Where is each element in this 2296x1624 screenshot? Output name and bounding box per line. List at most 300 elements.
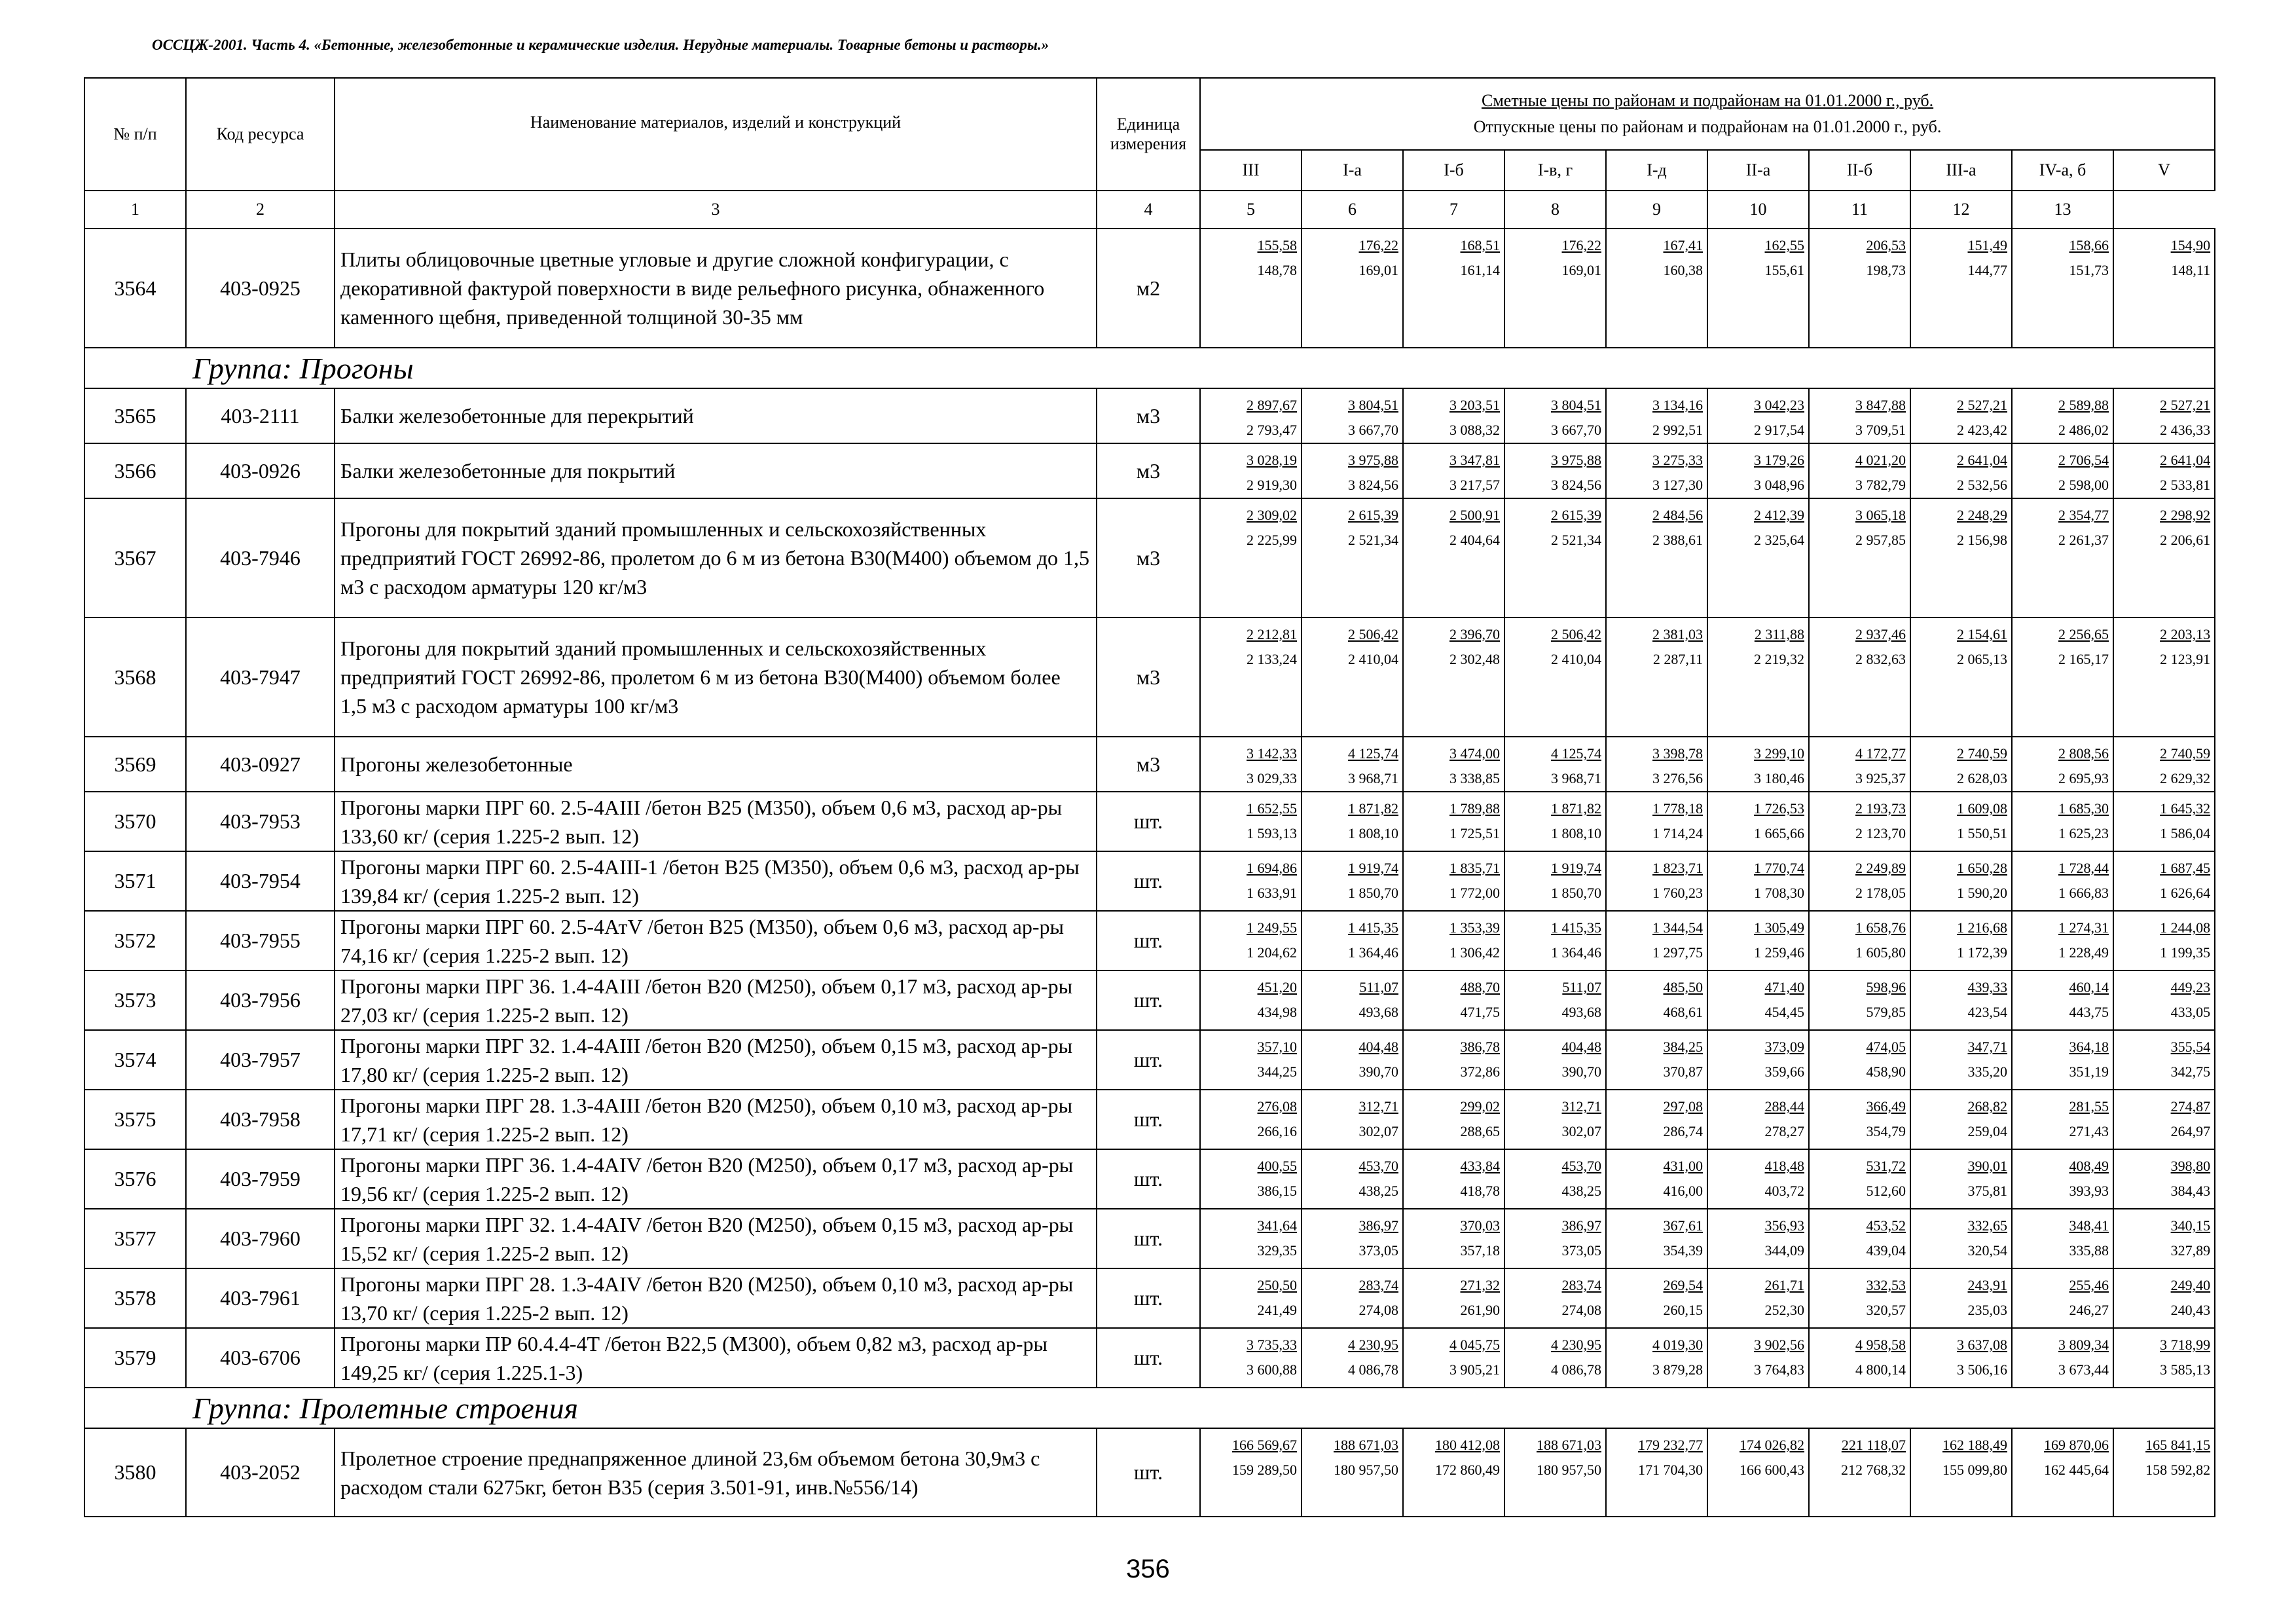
release-price: 344,25 <box>1257 1063 1297 1080</box>
release-price: 161,14 <box>1460 262 1500 278</box>
price-cell <box>1302 1268 1403 1328</box>
price-cell <box>1809 1030 1910 1090</box>
region-header: V <box>2113 150 2215 191</box>
estimate-price: 2 412,39 <box>1754 507 1804 523</box>
release-price: 171 704,30 <box>1638 1462 1703 1478</box>
item-name: Прогоны марки ПРГ 32. 1.4-4АIV /бетон В20 (М250), объем 0,15 м3, расход ар-ры 15,52 кг/ (серия 1.225-2 вып. 12) <box>335 1209 1097 1268</box>
resource-code: 403-2052 <box>186 1428 335 1517</box>
price-cell <box>1403 970 1504 1030</box>
estimate-price: 151,49 <box>1967 237 2007 253</box>
release-price: 2 832,63 <box>1855 651 1906 667</box>
price-cell <box>1606 851 1707 911</box>
row-number: 3577 <box>84 1209 186 1268</box>
estimate-price: 288,44 <box>1764 1098 1804 1115</box>
estimate-price: 1 415,35 <box>1348 919 1398 936</box>
estimate-price: 2 615,39 <box>1348 507 1398 523</box>
price-cell <box>1707 792 1809 851</box>
price-cell <box>1403 1209 1504 1268</box>
release-price: 1 590,20 <box>1957 885 2007 901</box>
release-price: 2 598,00 <box>2058 477 2109 493</box>
resource-code: 403-7955 <box>186 911 335 970</box>
resource-code: 403-7957 <box>186 1030 335 1090</box>
estimate-price: 283,74 <box>1561 1277 1601 1293</box>
column-number: 9 <box>1606 191 1707 229</box>
estimate-price: 4 125,74 <box>1551 745 1601 762</box>
page-number: 356 <box>1126 1555 1170 1583</box>
row-number: 3564 <box>84 229 186 348</box>
price-cell <box>1200 443 1302 498</box>
release-price: 3 879,28 <box>1652 1361 1703 1378</box>
table-row <box>84 443 2215 498</box>
price-cell <box>2113 1268 2215 1328</box>
release-price: 443,75 <box>2069 1004 2109 1020</box>
estimate-price: 471,40 <box>1764 979 1804 995</box>
release-price: 2 165,17 <box>2058 651 2109 667</box>
estimate-price: 4 230,95 <box>1348 1337 1398 1353</box>
item-name: Балки железобетонные для перекрытий <box>335 388 1097 443</box>
estimate-price: 3 735,33 <box>1247 1337 1297 1353</box>
price-cell <box>1606 618 1707 737</box>
release-price: 4 086,78 <box>1551 1361 1601 1378</box>
region-header: I-а <box>1302 150 1403 191</box>
release-price: 160,38 <box>1663 262 1703 278</box>
item-name: Прогоны железобетонные <box>335 737 1097 792</box>
release-price: 3 600,88 <box>1247 1361 1297 1378</box>
release-price: 271,43 <box>2069 1123 2109 1139</box>
estimate-price: 2 641,04 <box>2160 452 2211 468</box>
release-price: 3 217,57 <box>1449 477 1500 493</box>
estimate-price: 4 045,75 <box>1449 1337 1500 1353</box>
release-price: 390,70 <box>1561 1063 1601 1080</box>
column-number: 5 <box>1200 191 1302 229</box>
release-price: 172 860,49 <box>1435 1462 1500 1478</box>
release-price: 286,74 <box>1663 1123 1703 1139</box>
estimate-price: 243,91 <box>1967 1277 2007 1293</box>
group-row <box>84 1388 2215 1428</box>
price-cell <box>2113 1209 2215 1268</box>
price-cell <box>1910 1090 2012 1149</box>
price-cell <box>2113 498 2215 618</box>
release-price: 3 667,70 <box>1348 422 1398 438</box>
estimate-price: 1 694,86 <box>1247 860 1297 876</box>
release-price: 3 048,96 <box>1754 477 1804 493</box>
item-name: Прогоны для покрытий зданий промышленных и сельскохозяйственных предприятий ГОСТ 26992-86, пролетом до 6 м из бетона В30(М400) объемом до 1,5 м3 с расходом арматуры 120 кг/м3 <box>335 498 1097 618</box>
estimate-price: 179 232,77 <box>1638 1437 1703 1453</box>
release-price: 2 917,54 <box>1754 422 1804 438</box>
price-cell <box>1809 1209 1910 1268</box>
release-price: 2 521,34 <box>1551 532 1601 548</box>
estimate-price: 180 412,08 <box>1435 1437 1500 1453</box>
estimate-price: 404,48 <box>1561 1039 1601 1055</box>
release-price: 148,78 <box>1257 262 1297 278</box>
release-price: 241,49 <box>1257 1302 1297 1318</box>
price-cell <box>1504 911 1606 970</box>
price-cell <box>1504 792 1606 851</box>
estimate-price: 2 256,65 <box>2058 626 2109 642</box>
price-cell <box>2113 1149 2215 1209</box>
resource-code: 403-7958 <box>186 1090 335 1149</box>
price-cell <box>1403 1030 1504 1090</box>
release-price: 240,43 <box>2170 1302 2211 1318</box>
release-price: 320,54 <box>1967 1242 2007 1259</box>
region-header: II-б <box>1809 150 1910 191</box>
price-cell <box>1707 229 1809 348</box>
estimate-price: 155,58 <box>1257 237 1297 253</box>
column-number-row <box>84 191 2215 229</box>
price-cell <box>1200 388 1302 443</box>
item-name: Прогоны марки ПРГ 36. 1.4-4АIII /бетон В20 (М250), объем 0,17 м3, расход ар-ры 27,03 кг/ (серия 1.225-2 вып. 12) <box>335 970 1097 1030</box>
price-cell <box>2113 911 2215 970</box>
estimate-price: 261,71 <box>1764 1277 1804 1293</box>
price-cell <box>1504 1268 1606 1328</box>
estimate-price: 386,78 <box>1460 1039 1500 1055</box>
release-price: 357,18 <box>1460 1242 1500 1259</box>
release-price: 354,39 <box>1663 1242 1703 1259</box>
price-cell <box>2113 1428 2215 1517</box>
price-cell <box>1302 851 1403 911</box>
price-cell <box>1200 911 1302 970</box>
release-price: 4 800,14 <box>1855 1361 1906 1378</box>
estimate-price: 449,23 <box>2170 979 2211 995</box>
price-cell <box>2012 618 2113 737</box>
price-cell <box>2113 229 2215 348</box>
release-price: 3 276,56 <box>1652 770 1703 786</box>
price-cell <box>1302 1328 1403 1388</box>
price-cell <box>1707 1428 1809 1517</box>
item-name: Прогоны марки ПРГ 60. 2.5-4АIII-1 /бетон В25 (М350), объем 0,6 м3, расход ар-ры 139,84 кг/ (серия 1.225-2 вып. 12) <box>335 851 1097 911</box>
estimate-price: 433,84 <box>1460 1158 1500 1174</box>
price-cell <box>1910 1030 2012 1090</box>
release-price: 2 793,47 <box>1247 422 1297 438</box>
resource-code: 403-7961 <box>186 1268 335 1328</box>
resource-code: 403-2111 <box>186 388 335 443</box>
table-row <box>84 1149 2215 1209</box>
price-cell <box>1606 1328 1707 1388</box>
price-cell <box>1606 1268 1707 1328</box>
row-number: 3576 <box>84 1149 186 1209</box>
unit: шт. <box>1097 911 1200 970</box>
release-price: 2 261,37 <box>2058 532 2109 548</box>
estimate-price: 408,49 <box>2069 1158 2109 1174</box>
estimate-price: 3 474,00 <box>1449 745 1500 762</box>
release-price: 493,68 <box>1358 1004 1398 1020</box>
estimate-price: 283,74 <box>1358 1277 1398 1293</box>
release-price: 1 199,35 <box>2160 944 2211 961</box>
row-number: 3565 <box>84 388 186 443</box>
estimate-price: 299,02 <box>1460 1098 1500 1115</box>
price-cell <box>1504 1328 1606 1388</box>
release-price: 148,11 <box>2171 262 2211 278</box>
estimate-price: 3 398,78 <box>1652 745 1703 762</box>
estimate-price: 3 203,51 <box>1449 397 1500 413</box>
release-price: 2 919,30 <box>1247 477 1297 493</box>
release-price: 3 673,44 <box>2058 1361 2109 1378</box>
price-cell <box>1606 1209 1707 1268</box>
price-cell <box>1302 388 1403 443</box>
release-price: 3 338,85 <box>1449 770 1500 786</box>
price-cell <box>2012 970 2113 1030</box>
region-header: III-а <box>1910 150 2012 191</box>
estimate-price: 165 841,15 <box>2145 1437 2211 1453</box>
table-row <box>84 911 2215 970</box>
release-price: 2 410,04 <box>1551 651 1601 667</box>
estimate-price: 297,08 <box>1663 1098 1703 1115</box>
price-cell <box>1403 1268 1504 1328</box>
price-table-container <box>84 77 2211 1517</box>
price-cell <box>1809 792 1910 851</box>
price-cell <box>1302 737 1403 792</box>
estimate-price: 168,51 <box>1460 237 1500 253</box>
release-price: 418,78 <box>1460 1183 1500 1199</box>
estimate-price: 2 381,03 <box>1652 626 1703 642</box>
release-price: 2 388,61 <box>1652 532 1703 548</box>
estimate-price: 1 770,74 <box>1754 860 1804 876</box>
price-cell <box>1910 1209 2012 1268</box>
price-cell <box>1403 1149 1504 1209</box>
release-price: 235,03 <box>1967 1302 2007 1318</box>
estimate-price: 370,03 <box>1460 1217 1500 1234</box>
release-price: 2 957,85 <box>1855 532 1906 548</box>
price-cell <box>1910 851 2012 911</box>
price-cell <box>1910 443 2012 498</box>
release-price: 335,88 <box>2069 1242 2109 1259</box>
release-price: 2 533,81 <box>2160 477 2211 493</box>
price-cell <box>1606 388 1707 443</box>
release-price: 261,90 <box>1460 1302 1500 1318</box>
column-number: 13 <box>2012 191 2113 229</box>
estimate-price: 2 248,29 <box>1957 507 2007 523</box>
estimate-price: 341,64 <box>1257 1217 1297 1234</box>
release-price: 212 768,32 <box>1841 1462 1906 1478</box>
price-cell <box>2012 1428 2113 1517</box>
release-price: 1 593,13 <box>1247 825 1297 841</box>
price-cell <box>1809 737 1910 792</box>
release-price: 320,57 <box>1866 1302 1906 1318</box>
estimate-price: 4 125,74 <box>1348 745 1398 762</box>
estimate-price: 364,18 <box>2069 1039 2109 1055</box>
unit: м3 <box>1097 618 1200 737</box>
price-cell <box>1302 1428 1403 1517</box>
estimate-price: 2 897,67 <box>1247 397 1297 413</box>
release-price: 493,68 <box>1561 1004 1601 1020</box>
release-price: 1 808,10 <box>1348 825 1398 841</box>
release-price: 2 695,93 <box>2058 770 2109 786</box>
release-price: 169,01 <box>1358 262 1398 278</box>
release-price: 393,93 <box>2069 1183 2109 1199</box>
price-cell <box>1200 618 1302 737</box>
estimate-price: 1 645,32 <box>2160 800 2211 817</box>
estimate-price: 1 823,71 <box>1652 860 1703 876</box>
price-cell <box>1707 851 1809 911</box>
release-price: 264,97 <box>2170 1123 2211 1139</box>
release-price: 327,89 <box>2170 1242 2211 1259</box>
price-cell <box>1707 737 1809 792</box>
release-price: 579,85 <box>1866 1004 1906 1020</box>
price-cell <box>1910 1428 2012 1517</box>
estimate-price: 531,72 <box>1866 1158 1906 1174</box>
estimate-price: 2 527,21 <box>2160 397 2211 413</box>
release-price: 329,35 <box>1257 1242 1297 1259</box>
price-cell <box>1504 1030 1606 1090</box>
release-price: 335,20 <box>1967 1063 2007 1080</box>
price-cell <box>1707 388 1809 443</box>
price-cell <box>2012 229 2113 348</box>
price-cell <box>1606 229 1707 348</box>
table-body <box>84 229 2215 1517</box>
estimate-price: 386,97 <box>1358 1217 1398 1234</box>
price-cell <box>2012 1030 2113 1090</box>
price-cell <box>2012 1268 2113 1328</box>
price-cell <box>1606 1030 1707 1090</box>
release-price: 373,05 <box>1358 1242 1398 1259</box>
release-price: 155 099,80 <box>1942 1462 2007 1478</box>
release-price: 434,98 <box>1257 1004 1297 1020</box>
price-cell <box>1403 1328 1504 1388</box>
release-price: 2 219,32 <box>1754 651 1804 667</box>
price-cell <box>1403 229 1504 348</box>
estimate-price: 1 216,68 <box>1957 919 2007 936</box>
col-header-unit: Единица измерения <box>1097 78 1200 191</box>
release-price: 351,19 <box>2069 1063 2109 1080</box>
unit: м3 <box>1097 388 1200 443</box>
item-name: Плиты облицовочные цветные угловые и другие сложной конфигурации, с декоративной фактурой поверхности в виде рельефного рисунка, обнаженного каменного щебня, приведенной толщиной 30-35 мм <box>335 229 1097 348</box>
price-cell <box>1403 618 1504 737</box>
estimate-price: 3 065,18 <box>1855 507 1906 523</box>
estimate-price: 1 658,76 <box>1855 919 1906 936</box>
column-number: 3 <box>335 191 1097 229</box>
estimate-price: 1 871,82 <box>1348 800 1398 817</box>
release-price: 3 764,83 <box>1754 1361 1804 1378</box>
estimate-price: 1 871,82 <box>1551 800 1601 817</box>
estimate-price: 1 685,30 <box>2058 800 2109 817</box>
estimate-price: 4 019,30 <box>1652 1337 1703 1353</box>
table-row <box>84 229 2215 348</box>
prices-estimate-caption: Сметные цены по районам и подрайонам на 01.01.2000 г., руб. <box>1481 91 1934 110</box>
estimate-price: 2 641,04 <box>1957 452 2007 468</box>
estimate-price: 488,70 <box>1460 979 1500 995</box>
estimate-price: 176,22 <box>1561 237 1601 253</box>
item-name: Прогоны марки ПРГ 32. 1.4-4АIII /бетон В20 (М250), объем 0,15 м3, расход ар-ры 17,80 кг/ (серия 1.225-2 вып. 12) <box>335 1030 1097 1090</box>
estimate-price: 511,07 <box>1562 979 1601 995</box>
document-header: ОССЦЖ-2001. Часть 4. «Бетонные, железобетонные и керамические изделия. Нерудные материалы. Товарные бетоны и растворы.» <box>152 37 1049 53</box>
release-price: 1 297,75 <box>1652 944 1703 961</box>
table-row <box>84 737 2215 792</box>
release-price: 384,43 <box>2170 1183 2211 1199</box>
release-price: 3 667,70 <box>1551 422 1601 438</box>
price-cell <box>1504 229 1606 348</box>
estimate-price: 3 028,19 <box>1247 452 1297 468</box>
estimate-price: 2 506,42 <box>1551 626 1601 642</box>
estimate-price: 1 650,28 <box>1957 860 2007 876</box>
release-price: 1 550,51 <box>1957 825 2007 841</box>
price-cell <box>1302 1209 1403 1268</box>
price-cell <box>1302 1030 1403 1090</box>
release-price: 3 968,71 <box>1551 770 1601 786</box>
estimate-price: 332,65 <box>1967 1217 2007 1234</box>
unit: шт. <box>1097 1090 1200 1149</box>
estimate-price: 162,55 <box>1764 237 1804 253</box>
estimate-price: 4 230,95 <box>1551 1337 1601 1353</box>
estimate-price: 269,54 <box>1663 1277 1703 1293</box>
price-cell <box>1606 498 1707 618</box>
release-price: 3 709,51 <box>1855 422 1906 438</box>
estimate-price: 3 902,56 <box>1754 1337 1804 1353</box>
unit: м3 <box>1097 498 1200 618</box>
price-cell <box>1302 1090 1403 1149</box>
estimate-price: 3 275,33 <box>1652 452 1703 468</box>
price-cell <box>1606 1149 1707 1209</box>
table-row <box>84 498 2215 618</box>
estimate-price: 1 919,74 <box>1551 860 1601 876</box>
item-name: Прогоны для покрытий зданий промышленных и сельскохозяйственных предприятий ГОСТ 26992-86, пролетом 6 м из бетона В30(М400) объемом более 1,5 м3 с расходом арматуры 100 кг/м3 <box>335 618 1097 737</box>
resource-code: 403-0926 <box>186 443 335 498</box>
price-cell <box>1910 1328 2012 1388</box>
estimate-price: 1 244,08 <box>2160 919 2211 936</box>
item-name: Балки железобетонные для покрытий <box>335 443 1097 498</box>
price-cell <box>1707 618 1809 737</box>
estimate-price: 1 249,55 <box>1247 919 1297 936</box>
price-cell <box>2012 388 2113 443</box>
column-number: 7 <box>1403 191 1504 229</box>
release-price: 1 364,46 <box>1551 944 1601 961</box>
price-cell <box>1302 1149 1403 1209</box>
price-cell <box>2113 1090 2215 1149</box>
resource-code: 403-7956 <box>186 970 335 1030</box>
price-cell <box>1606 970 1707 1030</box>
price-cell <box>1809 1090 1910 1149</box>
price-cell <box>1302 443 1403 498</box>
release-price: 3 824,56 <box>1348 477 1398 493</box>
release-price: 1 625,23 <box>2058 825 2109 841</box>
estimate-price: 2 396,70 <box>1449 626 1500 642</box>
price-cell <box>2113 851 2215 911</box>
estimate-price: 2 309,02 <box>1247 507 1297 523</box>
release-price: 2 410,04 <box>1348 651 1398 667</box>
price-cell <box>1809 970 1910 1030</box>
region-header: I-д <box>1606 150 1707 191</box>
item-name: Прогоны марки ПРГ 36. 1.4-4АIV /бетон В20 (М250), объем 0,17 м3, расход ар-ры 19,56 кг/ (серия 1.225-2 вып. 12) <box>335 1149 1097 1209</box>
item-name: Прогоны марки ПРГ 28. 1.3-4АIII /бетон В20 (М250), объем 0,10 м3, расход ар-ры 17,71 кг/ (серия 1.225-2 вып. 12) <box>335 1090 1097 1149</box>
item-name: Прогоны марки ПРГ 60. 2.5-4АтV /бетон В25 (М350), объем 0,6 м3, расход ар-ры 74,16 кг/ (серия 1.225-2 вып. 12) <box>335 911 1097 970</box>
price-cell <box>1200 1090 1302 1149</box>
price-cell <box>1809 498 1910 618</box>
estimate-price: 274,87 <box>2170 1098 2211 1115</box>
price-cell <box>1910 792 2012 851</box>
price-cell <box>1200 1209 1302 1268</box>
estimate-price: 3 299,10 <box>1754 745 1804 762</box>
estimate-price: 398,80 <box>2170 1158 2211 1174</box>
estimate-price: 1 305,49 <box>1754 919 1804 936</box>
price-cell <box>1200 851 1302 911</box>
row-number: 3574 <box>84 1030 186 1090</box>
release-price: 3 968,71 <box>1348 770 1398 786</box>
release-price: 180 957,50 <box>1537 1462 1601 1478</box>
price-cell <box>2012 851 2113 911</box>
unit: шт. <box>1097 970 1200 1030</box>
column-number: 11 <box>1809 191 1910 229</box>
estimate-price: 373,09 <box>1764 1039 1804 1055</box>
release-price: 458,90 <box>1866 1063 1906 1080</box>
row-number: 3570 <box>84 792 186 851</box>
release-price: 274,08 <box>1561 1302 1601 1318</box>
price-cell <box>1809 1328 1910 1388</box>
price-cell <box>1809 388 1910 443</box>
row-number: 3568 <box>84 618 186 737</box>
release-price: 1 306,42 <box>1449 944 1500 961</box>
estimate-price: 431,00 <box>1663 1158 1703 1174</box>
release-price: 2 404,64 <box>1449 532 1500 548</box>
estimate-price: 460,14 <box>2069 979 2109 995</box>
